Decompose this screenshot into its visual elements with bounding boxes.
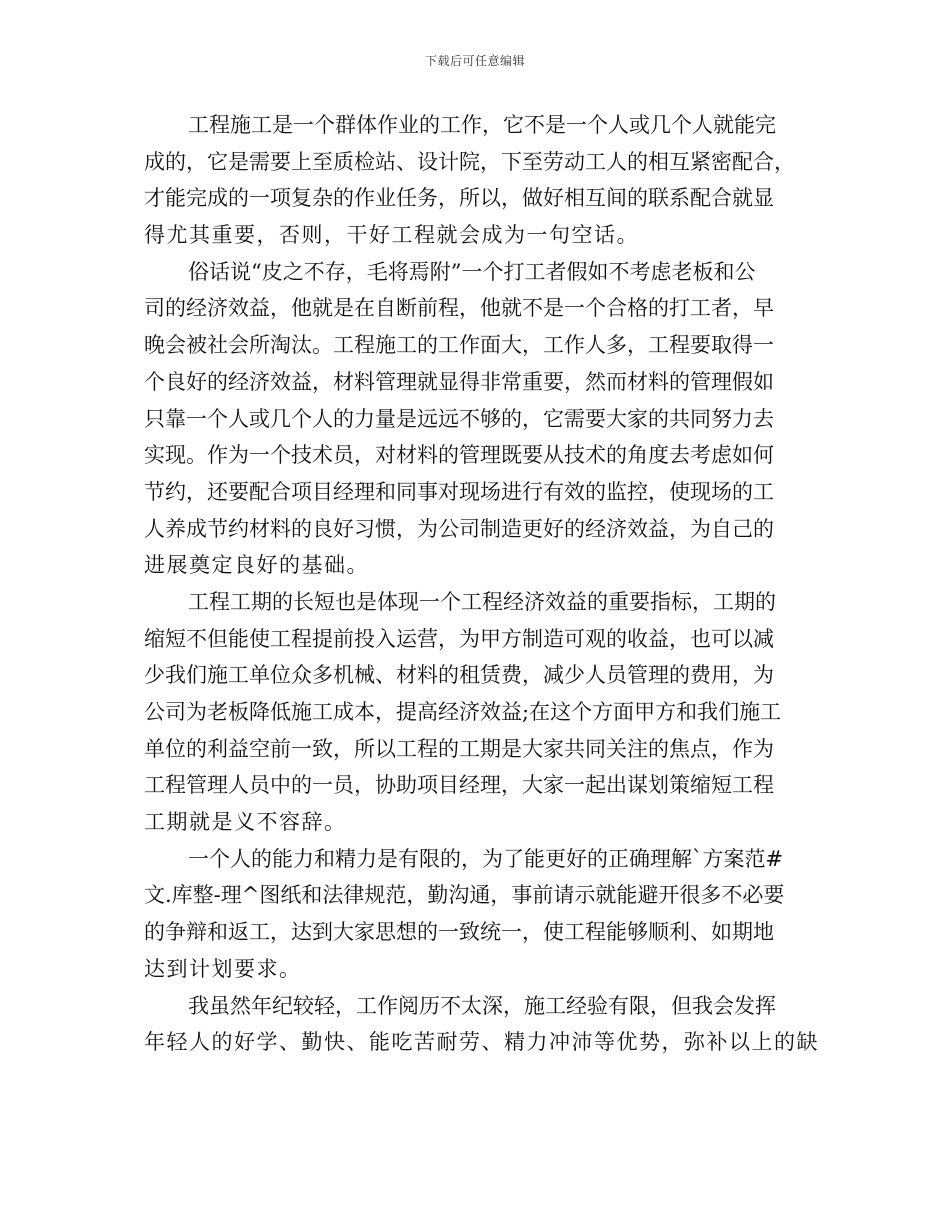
text-line: 工程管理人员中的一员，协助项目经理，大家一起出谋划策缩短工程 xyxy=(144,773,774,798)
text-line: 司的经济效益，他就是在自断前程，他就不是一个合格的打工者，早 xyxy=(144,296,774,321)
text-line: 工程施工是一个群体作业的工作，它不是一个人或几个人就能完 xyxy=(188,113,776,137)
text-line: 我虽然年纪较轻，工作阅历不太深，施工经验有限，但我会发挥 xyxy=(188,993,776,1018)
text-line: 一个人的能力和精力是有限的，为了能更好的正确理解`方案范# xyxy=(188,846,784,871)
text-line: 少我们施工单位众多机械、材料的租赁费，减少人员管理的费用，为 xyxy=(144,663,774,688)
page-header: 下载后可任意编辑 xyxy=(424,54,525,68)
text-line: 进展奠定良好的基础。 xyxy=(144,553,369,578)
text-line: 单位的利益空前一致，所以工程的工期是大家共同关注的焦点，作为 xyxy=(144,736,774,761)
text-line: 的争辩和返工，达到大家思想的一致统一，使工程能够顺利、如期地 xyxy=(144,920,774,945)
text-line: 工程工期的长短也是体现一个工程经济效益的重要指标，工期的 xyxy=(188,589,776,614)
text-line: 工期就是义不容辞。 xyxy=(144,810,347,835)
text-line: 人养成节约材料的良好习惯，为公司制造更好的经济效益，为自己的 xyxy=(144,516,774,541)
text-line: 公司为老板降低施工成本，提高经济效益;在这个方面甲方和我们施工 xyxy=(144,700,782,724)
text-line: 成的，它是需要上至质检站、设计院，下至劳动工人的相互紧密配合， xyxy=(144,149,795,174)
text-line: 才能完成的一项复杂的作业任务，所以，做好相互间的联系配合就显 xyxy=(144,186,774,211)
text-line: 实现。作为一个技术员，对材料的管理既要从技术的角度去考虑如何 xyxy=(144,443,774,468)
text-line: 只靠一个人或几个人的力量是远远不够的，它需要大家的共同努力去 xyxy=(144,406,774,431)
text-line: 俗话说“皮之不存，毛将焉附”一个打工者假如不考虑老板和公 xyxy=(188,259,756,284)
text-line: 得尤其重要，否则，干好工程就会成为一句空话。 xyxy=(144,223,639,248)
text-line: 个良好的经济效益，材料管理就显得非常重要，然而材料的管理假如 xyxy=(144,369,774,394)
text-line: 文.库整-理^图纸和法律规范，勤沟通，事前请示就能避开很多不必要 xyxy=(144,883,785,908)
text-line: 晚会被社会所淘汰。工程施工的工作面大，工作人多，工程要取得一 xyxy=(144,333,774,358)
text-line: 达到计划要求。 xyxy=(144,956,302,981)
text-line: 节约，还要配合项目经理和同事对现场进行有效的监控，使现场的工 xyxy=(144,479,774,504)
document-body xyxy=(144,107,819,1061)
text-line: 缩短不但能使工程提前投入运营，为甲方制造可观的收益，也可以减 xyxy=(144,626,774,651)
text-line: 年轻人的好学、勤快、能吃苦耐劳、精力冲沛等优势，弥补以上的缺 xyxy=(144,1030,819,1055)
